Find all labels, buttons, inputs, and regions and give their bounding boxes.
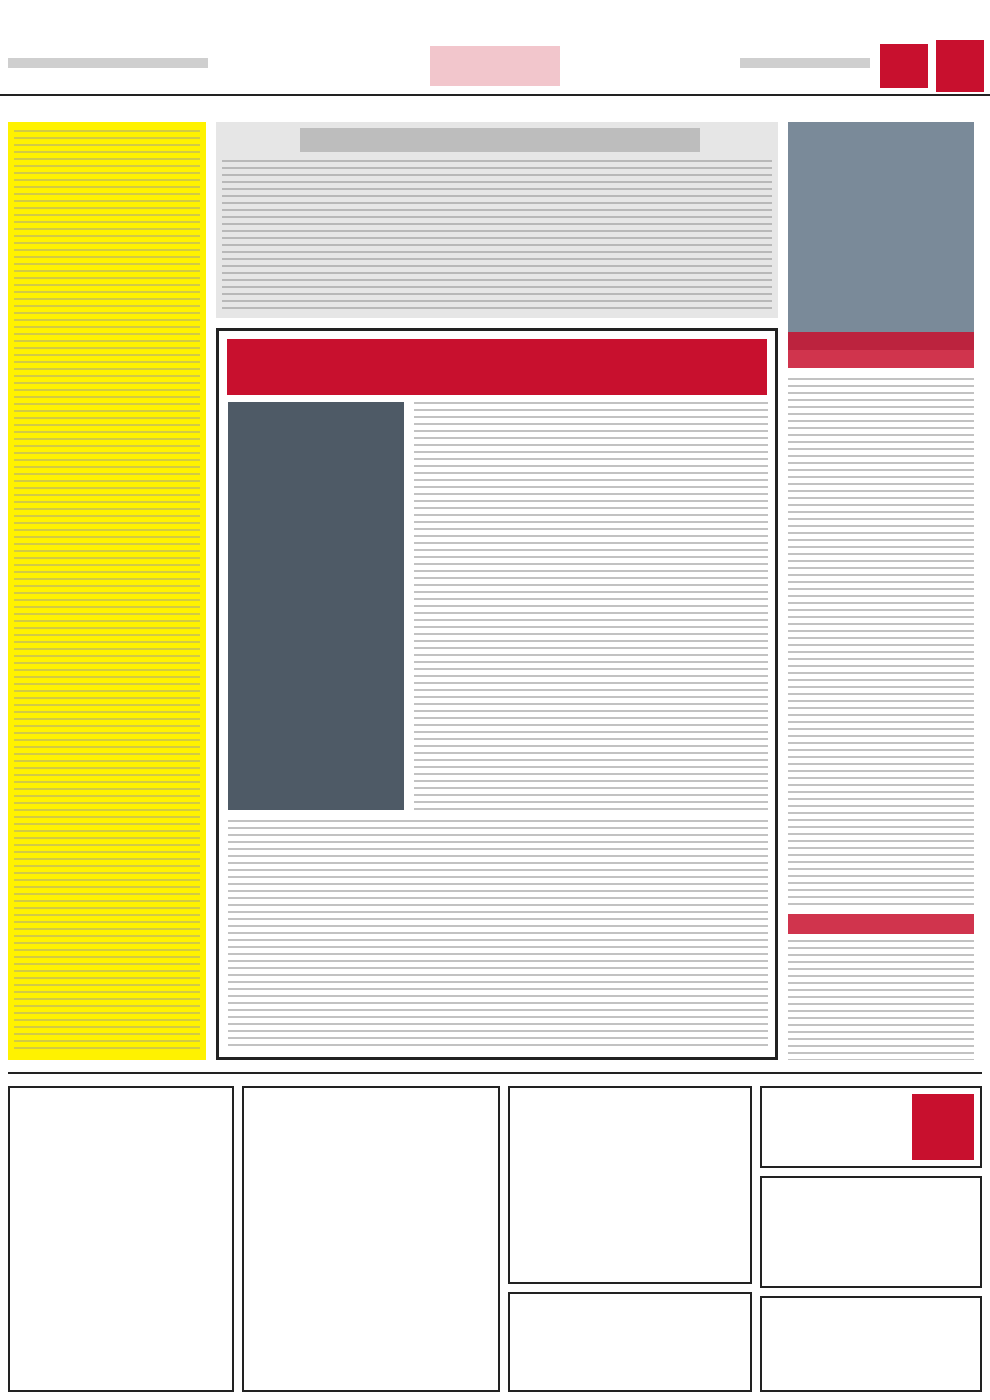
ad-javanonline xyxy=(760,1086,982,1168)
ad-lost-document-1 xyxy=(760,1176,982,1288)
ad-logo xyxy=(912,1094,974,1160)
date-line xyxy=(8,58,208,68)
page-number xyxy=(880,44,928,88)
right-column-headline xyxy=(788,332,974,368)
main-story-text xyxy=(414,402,768,810)
section-title-graphic xyxy=(430,46,560,86)
newspaper-logo xyxy=(936,40,984,92)
ad-inheritance-notice xyxy=(8,1086,234,1392)
right-column-photo xyxy=(788,122,974,350)
ad-property-notice xyxy=(242,1086,500,1392)
right-column-second-headline xyxy=(788,914,974,934)
right-column-second-text xyxy=(788,940,974,1060)
masthead xyxy=(0,40,990,96)
ad-lost-document-2 xyxy=(760,1296,982,1392)
left-column-text xyxy=(14,130,200,1050)
section-divider xyxy=(8,1072,982,1074)
main-story-photo xyxy=(228,402,404,810)
top-story-headline xyxy=(300,128,700,152)
interview-text xyxy=(228,820,768,1050)
ad-hearing-notice xyxy=(508,1086,752,1284)
right-column-text xyxy=(788,378,974,908)
top-story-text xyxy=(222,160,772,310)
ad-lost-document-3 xyxy=(508,1292,752,1392)
issue-info xyxy=(740,58,870,68)
main-story-headline xyxy=(227,339,767,395)
